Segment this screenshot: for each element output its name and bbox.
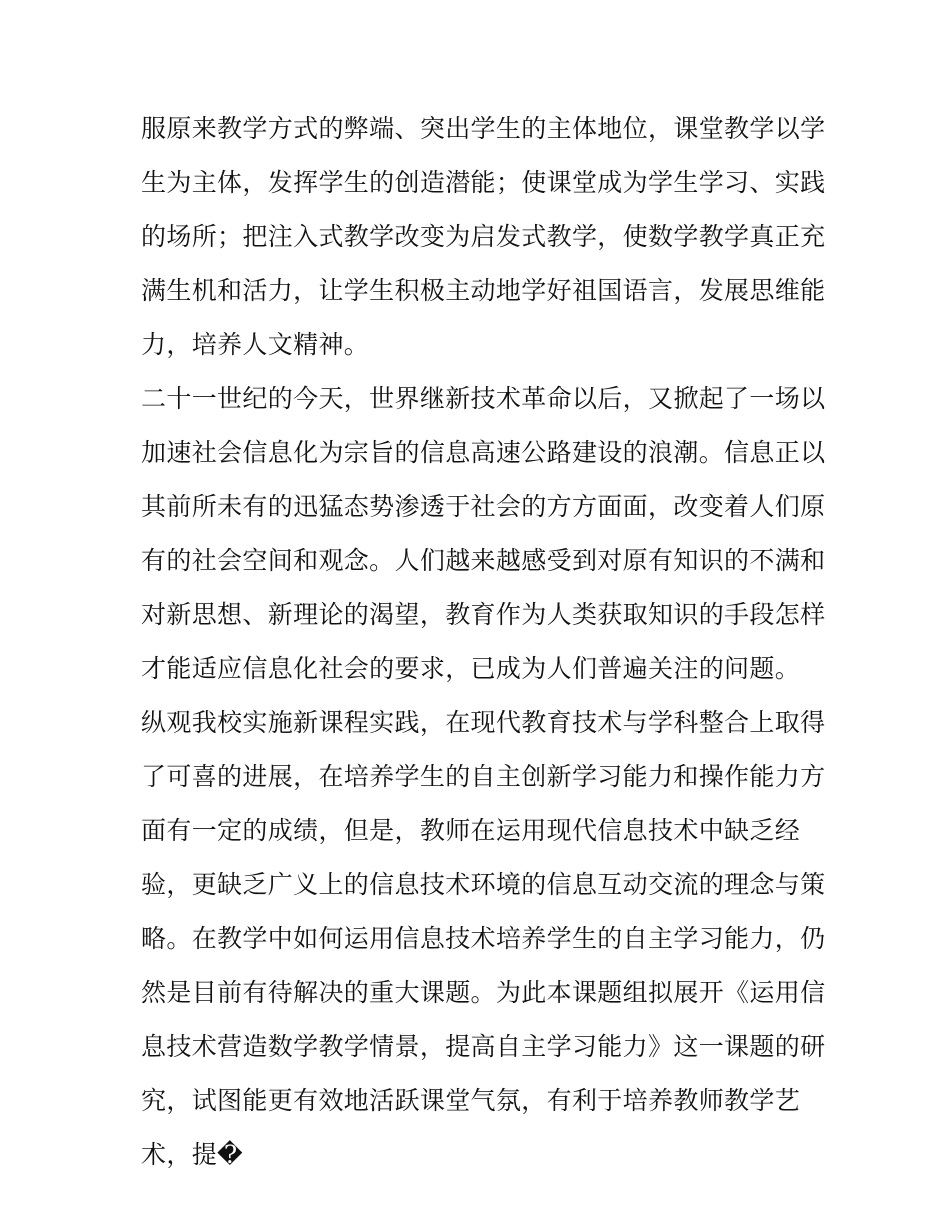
text-line: 才能适应信息化社会的要求，已成为人们普遍关注的问题。 (141, 654, 801, 683)
text-line: 的场所；把注入式教学改变为启发式教学，使数学教学真正充 (141, 222, 826, 251)
text-line: 生为主体，发挥学生的创造潜能；使课堂成为学生学习、实践 (141, 168, 826, 197)
text-line: 略。在教学中如何运用信息技术培养学生的自主学习能力，仍 (141, 924, 826, 953)
text-line: 验，更缺乏广义上的信息技术环境的信息互动交流的理念与策 (141, 870, 826, 899)
text-line: 然是目前有待解决的重大课题。为此本课题组拟展开《运用信 (141, 978, 826, 1007)
text-line: 究，试图能更有效地活跃课堂气氛，有利于培养教师教学艺 (141, 1086, 801, 1115)
text-line: 加速社会信息化为宗旨的信息高速公路建设的浪潮。信息正以 (141, 438, 826, 467)
text-line: 服原来教学方式的弊端、突出学生的主体地位，课堂教学以学 (141, 114, 826, 143)
text-line: 对新思想、新理论的渴望，教育作为人类获取知识的手段怎样 (141, 600, 826, 629)
text-line: 术，提� (141, 1140, 244, 1169)
text-line: 力，培养人文精神。 (141, 330, 370, 359)
text-line: 息技术营造数学教学情景，提高自主学习能力》这一课题的研 (141, 1032, 826, 1061)
text-line: 有的社会空间和观念。人们越来越感受到对原有知识的不满和 (141, 546, 826, 575)
text-line: 满生机和活力，让学生积极主动地学好祖国语言，发展思维能 (141, 276, 826, 305)
text-line: 了可喜的进展，在培养学生的自主创新学习能力和操作能力方 (141, 762, 826, 791)
text-line: 纵观我校实施新课程实践，在现代教育技术与学科整合上取得 (141, 708, 826, 737)
text-line: 二十一世纪的今天，世界继新技术革命以后，又掀起了一场以 (141, 384, 826, 413)
text-line: 面有一定的成绩，但是，教师在运用现代信息技术中缺乏经 (141, 816, 801, 845)
text-line: 其前所未有的迅猛态势渗透于社会的方方面面，改变着人们原 (141, 492, 826, 521)
